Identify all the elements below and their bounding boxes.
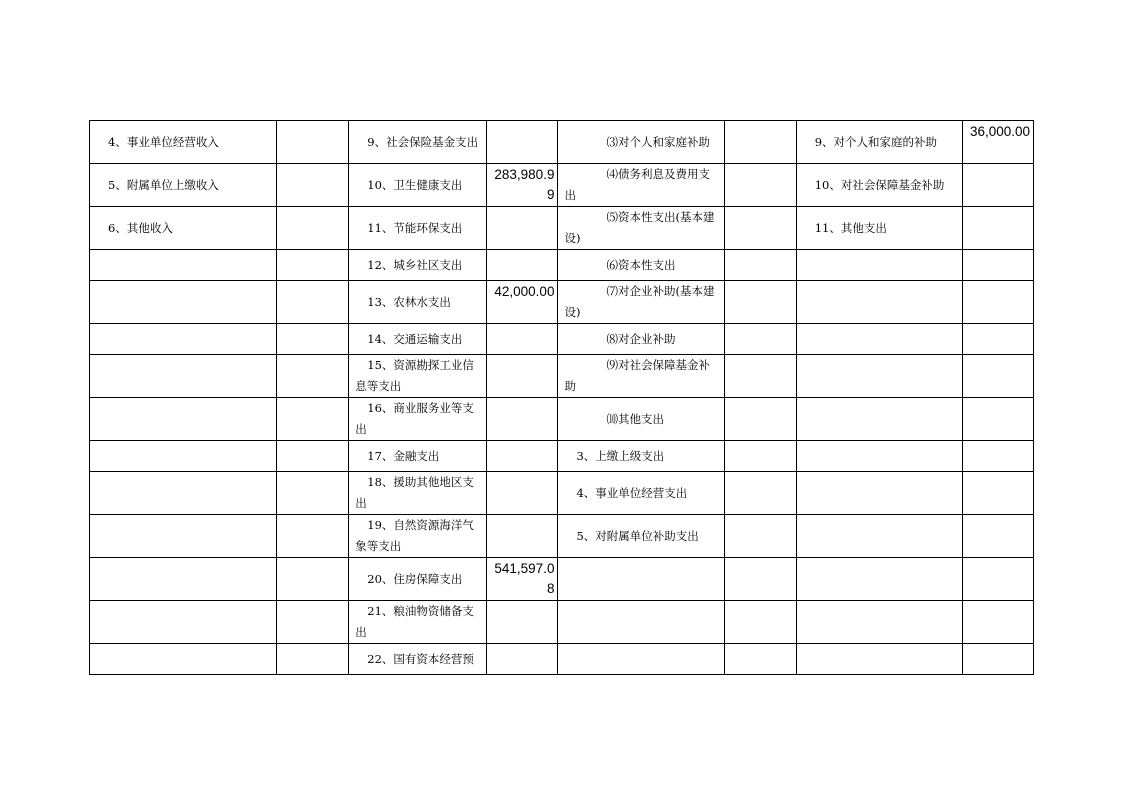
expense-gov-economic-cell — [796, 601, 962, 644]
income-item-cell — [90, 558, 277, 601]
income-item-cell — [90, 164, 277, 207]
expense-economic-amount-cell — [724, 601, 796, 644]
expense-gov-economic-amount — [962, 398, 1033, 441]
expense-economic-amount-cell — [724, 324, 796, 355]
expense-function-cell — [349, 441, 487, 472]
expense-economic-label: 4、事业单位经营支出 — [576, 485, 688, 500]
expense-function-cell — [349, 355, 487, 398]
income-amount-cell — [277, 207, 349, 250]
income-amount-cell — [277, 281, 349, 324]
table-row — [90, 250, 1034, 281]
expense-economic-amount-cell — [724, 355, 796, 398]
expense-function-label: 10、卫生健康支出 — [367, 177, 463, 192]
table-row — [90, 324, 1034, 355]
expense-economic-amount-cell — [724, 515, 796, 558]
income-amount-cell — [277, 121, 349, 164]
expense-function-label: 11、节能环保支出 — [367, 220, 463, 235]
expense-gov-economic-cell — [796, 472, 962, 515]
expense-gov-economic-label: 9、对个人和家庭的补助 — [814, 134, 938, 149]
income-item-cell — [90, 398, 277, 441]
expense-gov-economic-amount — [962, 601, 1033, 644]
table-row — [90, 207, 1034, 250]
expense-function-cell — [349, 207, 487, 250]
income-item-cell — [90, 355, 277, 398]
income-item-cell — [90, 324, 277, 355]
income-amount-cell — [277, 515, 349, 558]
expense-gov-economic-amount — [962, 250, 1033, 281]
income-item-cell — [90, 472, 277, 515]
expense-function-amount: 541,597.08 — [487, 558, 558, 601]
income-item-cell — [90, 250, 277, 281]
expense-gov-economic-label: 10、对社会保障基金补助 — [814, 177, 945, 192]
expense-economic-cell — [558, 441, 724, 472]
income-amount-cell — [277, 472, 349, 515]
expense-gov-economic-cell — [796, 164, 962, 207]
expense-function-cell — [349, 601, 487, 644]
income-item-cell — [90, 601, 277, 644]
expense-function-amount — [487, 207, 558, 250]
expense-function-amount: 42,000.00 — [487, 281, 558, 324]
table-row — [90, 281, 1034, 324]
income-amount-cell — [277, 441, 349, 472]
expense-gov-economic-cell — [796, 441, 962, 472]
expense-function-amount — [487, 250, 558, 281]
expense-economic-cell — [558, 398, 724, 441]
expense-function-label: 15、资源勘探工业信息等支出 — [355, 358, 474, 393]
expense-function-cell — [349, 472, 487, 515]
expense-economic-label: 5、对附属单位补助支出 — [576, 528, 699, 543]
expense-gov-economic-cell — [796, 121, 962, 164]
expense-function-label: 17、金融支出 — [367, 448, 440, 463]
expense-economic-cell — [558, 324, 724, 355]
expense-economic-cell — [558, 515, 724, 558]
expense-gov-economic-amount — [962, 441, 1033, 472]
expense-function-cell — [349, 121, 487, 164]
expense-gov-economic-amount — [962, 207, 1033, 250]
expense-function-cell — [349, 558, 487, 601]
expense-economic-cell — [558, 250, 724, 281]
expense-function-amount — [487, 355, 558, 398]
expense-gov-economic-cell — [796, 207, 962, 250]
expense-gov-economic-cell — [796, 281, 962, 324]
table-row — [90, 644, 1034, 675]
expense-economic-cell — [558, 121, 724, 164]
expense-economic-label: ⑶对个人和家庭补助 — [606, 134, 710, 149]
expense-function-label: 18、援助其他地区支出 — [355, 475, 474, 510]
expense-economic-cell — [558, 164, 724, 207]
expense-function-cell — [349, 398, 487, 441]
table-row — [90, 472, 1034, 515]
expense-function-label: 16、商业服务业等支出 — [355, 401, 474, 436]
expense-gov-economic-amount — [962, 558, 1033, 601]
expense-economic-cell — [558, 207, 724, 250]
income-amount-cell — [277, 398, 349, 441]
income-item-label: 6、其他收入 — [108, 220, 173, 235]
expense-economic-cell — [558, 281, 724, 324]
income-item-cell — [90, 207, 277, 250]
expense-gov-economic-cell — [796, 250, 962, 281]
expense-function-amount — [487, 121, 558, 164]
income-amount-cell — [277, 644, 349, 675]
income-item-cell — [90, 121, 277, 164]
expense-economic-cell — [558, 355, 724, 398]
expense-function-amount — [487, 441, 558, 472]
expense-function-cell — [349, 164, 487, 207]
expense-economic-amount-cell — [724, 250, 796, 281]
table-row — [90, 355, 1034, 398]
income-item-label: 4、事业单位经营收入 — [108, 134, 219, 149]
expense-gov-economic-amount — [962, 164, 1033, 207]
expense-function-cell — [349, 250, 487, 281]
expense-function-cell — [349, 644, 487, 675]
expense-function-amount — [487, 398, 558, 441]
expense-function-label: 20、住房保障支出 — [367, 571, 463, 586]
expense-gov-economic-amount — [962, 355, 1033, 398]
expense-function-label: 19、自然资源海洋气象等支出 — [355, 518, 474, 553]
income-item-cell — [90, 644, 277, 675]
expense-gov-economic-cell — [796, 324, 962, 355]
expense-gov-economic-amount — [962, 515, 1033, 558]
expense-gov-economic-label: 11、其他支出 — [814, 220, 887, 235]
income-item-cell — [90, 441, 277, 472]
expense-economic-amount-cell — [724, 398, 796, 441]
expense-function-label: 22、国有资本经营预 — [367, 651, 474, 666]
expense-gov-economic-cell — [796, 355, 962, 398]
expense-function-cell — [349, 281, 487, 324]
expense-economic-label: ⑽其他支出 — [606, 411, 664, 426]
expense-gov-economic-cell — [796, 515, 962, 558]
expense-economic-label: ⑼对社会保障基金补助 — [564, 358, 710, 393]
expense-function-cell — [349, 515, 487, 558]
expense-gov-economic-amount: 36,000.00 — [962, 121, 1033, 164]
expense-function-label: 12、城乡社区支出 — [367, 257, 463, 272]
expense-function-label: 13、农林水支出 — [367, 294, 451, 309]
expense-economic-cell — [558, 644, 724, 675]
budget-table — [89, 120, 1034, 675]
income-amount-cell — [277, 324, 349, 355]
expense-gov-economic-amount — [962, 472, 1033, 515]
expense-economic-amount-cell — [724, 164, 796, 207]
table-row — [90, 601, 1034, 644]
table-row — [90, 515, 1034, 558]
income-item-label: 5、附属单位上缴收入 — [108, 177, 219, 192]
expense-gov-economic-amount — [962, 324, 1033, 355]
expense-function-label: 14、交通运输支出 — [367, 331, 463, 346]
table-row — [90, 441, 1034, 472]
expense-economic-label: ⑹资本性支出 — [606, 257, 676, 272]
income-item-cell — [90, 281, 277, 324]
expense-economic-amount-cell — [724, 207, 796, 250]
table-row — [90, 121, 1034, 164]
expense-economic-label: ⑸资本性支出(基本建设) — [564, 210, 715, 245]
expense-function-amount — [487, 644, 558, 675]
expense-function-amount — [487, 601, 558, 644]
expense-function-label: 21、粮油物资储备支出 — [355, 604, 474, 639]
expense-function-amount — [487, 515, 558, 558]
expense-function-amount — [487, 324, 558, 355]
expense-economic-cell — [558, 472, 724, 515]
expense-economic-amount-cell — [724, 472, 796, 515]
table-row — [90, 164, 1034, 207]
expense-economic-amount-cell — [724, 644, 796, 675]
expense-function-cell — [349, 324, 487, 355]
expense-gov-economic-cell — [796, 644, 962, 675]
income-amount-cell — [277, 250, 349, 281]
expense-function-label: 9、社会保险基金支出 — [367, 134, 479, 149]
table-row — [90, 558, 1034, 601]
expense-gov-economic-cell — [796, 398, 962, 441]
expense-gov-economic-amount — [962, 281, 1033, 324]
income-amount-cell — [277, 355, 349, 398]
income-amount-cell — [277, 164, 349, 207]
expense-gov-economic-cell — [796, 558, 962, 601]
expense-economic-amount-cell — [724, 558, 796, 601]
expense-economic-cell — [558, 601, 724, 644]
expense-economic-amount-cell — [724, 121, 796, 164]
expense-function-amount: 283,980.99 — [487, 164, 558, 207]
expense-economic-label: ⑷债务利息及费用支出 — [564, 167, 710, 202]
expense-gov-economic-amount — [962, 644, 1033, 675]
expense-economic-amount-cell — [724, 441, 796, 472]
expense-economic-label: ⑻对企业补助 — [606, 331, 676, 346]
table-row — [90, 398, 1034, 441]
expense-economic-label: ⑺对企业补助(基本建设) — [564, 284, 715, 319]
income-amount-cell — [277, 558, 349, 601]
expense-function-amount — [487, 472, 558, 515]
income-amount-cell — [277, 601, 349, 644]
expense-economic-label: 3、上缴上级支出 — [576, 448, 665, 463]
expense-economic-cell — [558, 558, 724, 601]
expense-economic-amount-cell — [724, 281, 796, 324]
income-item-cell — [90, 515, 277, 558]
